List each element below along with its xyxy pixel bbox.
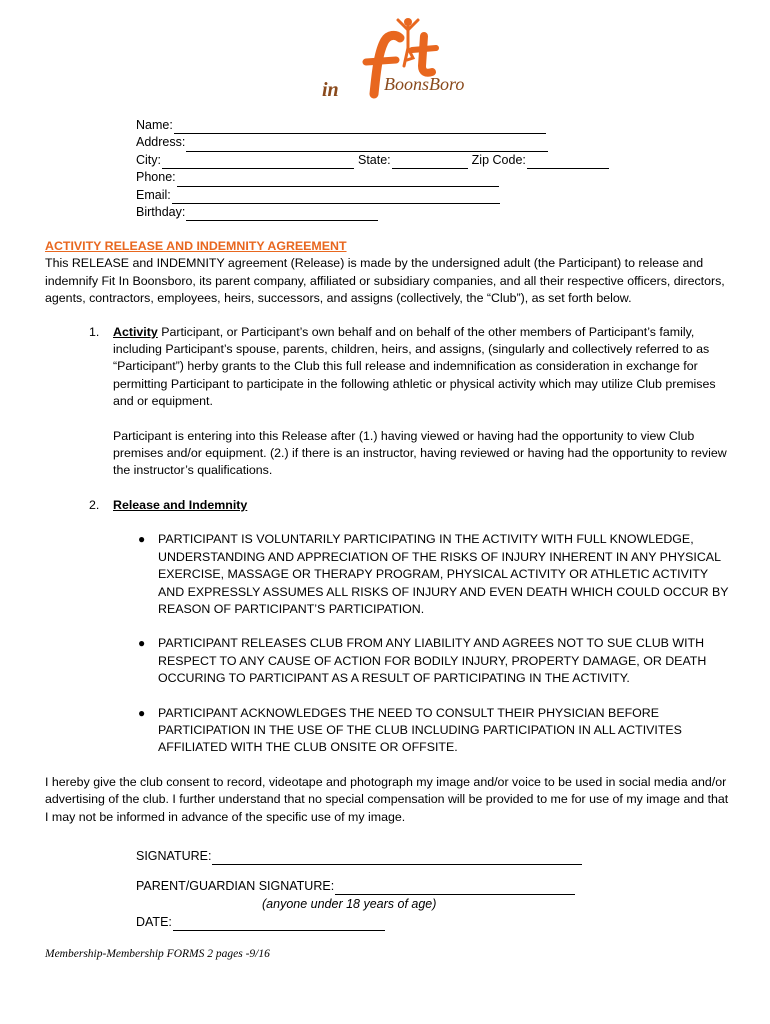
- section-release: [45, 497, 735, 514]
- section-number: 2.: [89, 497, 100, 512]
- state-label: State:: [358, 152, 391, 167]
- guardian-row: [136, 877, 582, 895]
- birthday-label: Birthday:: [136, 205, 186, 220]
- phone-label: Phone:: [136, 170, 176, 185]
- birthday-row: [136, 204, 609, 221]
- email-row: [136, 187, 609, 204]
- release-title: Release and Indemnity: [113, 497, 248, 512]
- address-label: Address:: [136, 135, 186, 150]
- email-label: Email:: [136, 187, 171, 202]
- signature-label: SIGNATURE:: [136, 849, 212, 863]
- guardian-label: PARENT/GUARDIAN SIGNATURE:: [136, 879, 335, 893]
- email-field[interactable]: [172, 190, 500, 204]
- activity-paragraph-2: Participant is entering into this Release after (1.) having viewed or having had the opportunity to view Club premises and/or equipment. (2.) if there is an instructor, having reviewed or having had the opportunity to review the instructor’s qualifications.: [113, 428, 727, 478]
- fit-in-boonsboro-logo: [312, 14, 472, 110]
- signature-row: [136, 847, 582, 865]
- city-label: City:: [136, 152, 161, 167]
- bullet-icon: ●: [138, 532, 146, 547]
- svg-text:in: in: [322, 79, 339, 101]
- release-bullets: [45, 531, 735, 756]
- agreement-body: [45, 238, 735, 826]
- guardian-note: (anyone under 18 years of age): [262, 897, 437, 911]
- date-row: [136, 913, 582, 931]
- activity-text: Participant, or Participant’s own behalf and on behalf of the other members of Participant’s family, including Participant’s spouse, parents, children, heirs, and assigns, (singularly and collectively referred to as “Participant”) herby grants to the Club this full release and indemnification as consideration in exchange for permitting Participant to participate in the following athletic or physical activity which may utilize Club premises and or equipment.: [113, 324, 716, 409]
- bullet-icon: ●: [138, 636, 146, 651]
- media-consent-paragraph: I hereby give the club consent to record, videotape and photograph my image and/or voice to be used in social media and/or advertising of the club. I further understand that no special compensation will be provided to me for use of my image and that I may not be informed in advance of the specific use of my image.: [45, 774, 729, 824]
- section-activity: [45, 324, 735, 480]
- phone-field[interactable]: [177, 173, 499, 187]
- city-row: [136, 152, 609, 169]
- agreement-intro: This RELEASE and INDEMNITY agreement (Release) is made by the undersigned adult (the Participant) to release and indemnify Fit In Boonsboro, its parent company, affiliated or subsidiary companies, and all their respective officers, directors, agents, contractors, employees, heirs, successors, and assigns (collectively, the “Club”), as set forth below.: [45, 256, 725, 306]
- activity-paragraph: [113, 324, 735, 411]
- birthday-field[interactable]: [186, 207, 378, 221]
- state-field[interactable]: [392, 155, 468, 169]
- date-label: DATE:: [136, 915, 172, 929]
- list-item: ● PARTICIPANT ACKNOWLEDGES THE NEED TO CONSULT THEIR PHYSICIAN BEFORE PARTICIPATION IN THE USE OF THE CLUB INCLUDING PARTICIPATION IN ALL ACTIVITES AFFILIATED WITH THE CLUB ONSITE OR OFFSITE.: [138, 705, 682, 755]
- svg-text:BoonsBoro: BoonsBoro: [384, 74, 465, 94]
- guardian-signature-field[interactable]: [335, 881, 575, 895]
- signature-field[interactable]: [212, 851, 582, 865]
- date-field[interactable]: [173, 917, 385, 931]
- name-row: [136, 117, 609, 134]
- name-label: Name:: [136, 118, 173, 132]
- zip-label: Zip Code:: [471, 152, 526, 167]
- page-footer: Membership-Membership FORMS 2 pages -9/16: [45, 948, 270, 960]
- contact-fields: [136, 117, 609, 221]
- name-field[interactable]: [174, 120, 546, 134]
- activity-title: Activity: [113, 324, 158, 339]
- section-number: 1.: [89, 324, 100, 339]
- signature-block: [136, 847, 582, 943]
- list-item: ● PARTICIPANT IS VOLUNTARILY PARTICIPATING IN THE ACTIVITY WITH FULL KNOWLEDGE, UNDERSTANDING AND APPRECIATION OF THE RISKS OF INJURY INHERENT IN ANY PHYSICAL EXERCISE, MASSAGE OR THERAPY PROGRAM, PHYSICAL ACTIVITY OR ATHLETIC ACTIVITY AND EXPRESSLY ASSUMES ALL RISKS OF INJURY AND EVEN DEATH WHICH COULD OCCUR BY REASON OF PARTICIPANT’S PARTICIPATION.: [138, 532, 729, 616]
- address-field[interactable]: [186, 138, 548, 152]
- address-row: [136, 134, 609, 151]
- city-field[interactable]: [162, 155, 354, 169]
- bullet-icon: ●: [138, 705, 146, 720]
- phone-row: [136, 169, 609, 186]
- zip-field[interactable]: [527, 155, 609, 169]
- list-item: ● PARTICIPANT RELEASES CLUB FROM ANY LIABILITY AND AGREES NOT TO SUE CLUB WITH RESPECT TO ANY CAUSE OF ACTION FOR BODILY INJURY, PROPERTY DAMAGE, OR DEATH OCCURING TO PARTICIPANT AS A RESULT OF PARTICIPATING IN THE ACTIVITY.: [138, 636, 707, 686]
- agreement-heading: ACTIVITY RELEASE AND INDEMNITY AGREEMENT: [45, 239, 347, 253]
- logo-graphic: [312, 14, 472, 110]
